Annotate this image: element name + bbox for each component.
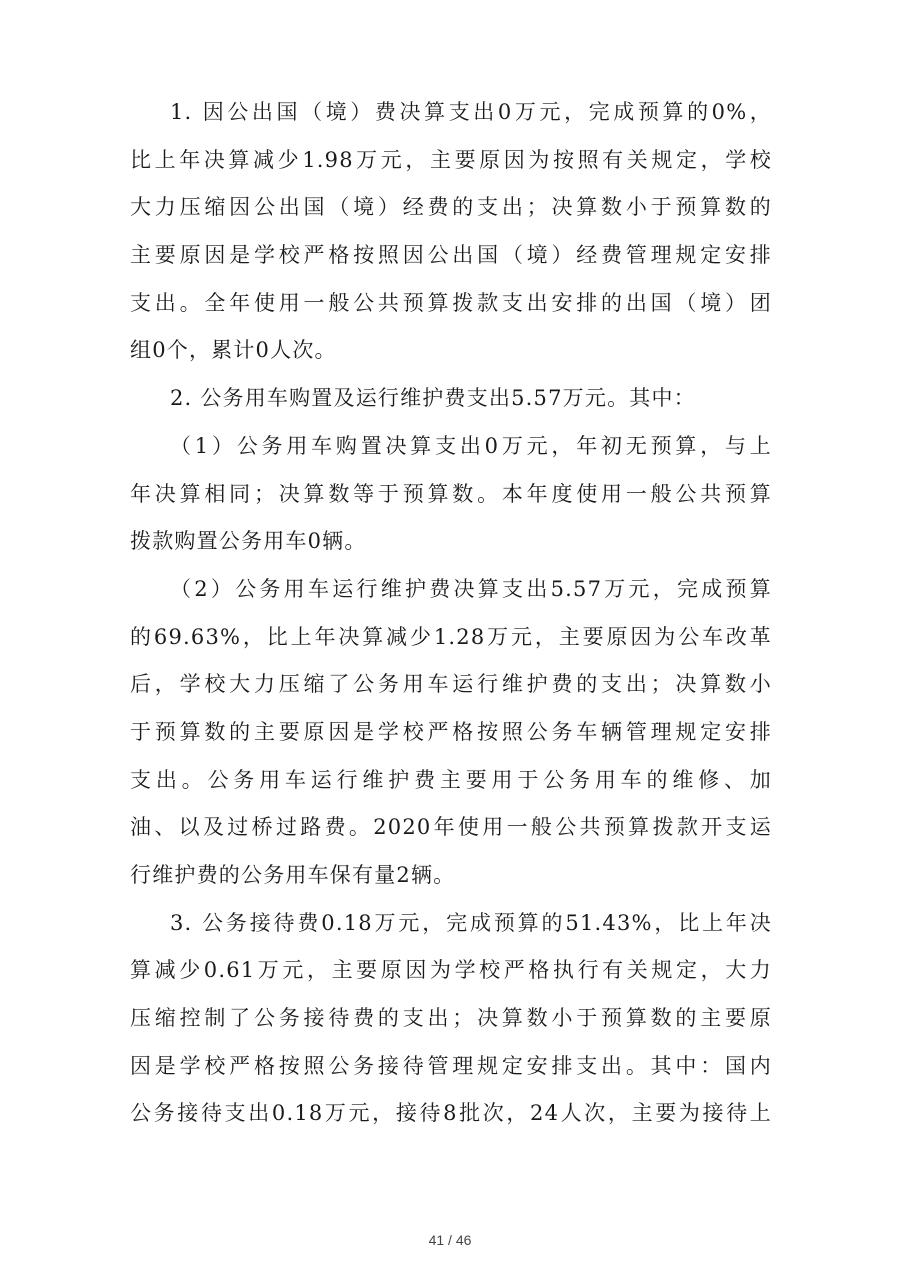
text-line: 3. 公务接待费0.18万元，完成预算的51.43%，比上年决 <box>170 910 772 935</box>
text-line: 行维护费的公务用车保有量2辆。 <box>130 863 456 887</box>
text-line: 压缩控制了公务接待费的支出；决算数小于预算数的主要原 <box>130 1006 772 1031</box>
text-line: 公务接待支出0.18万元，接待8批次，24人次，主要为接待上 <box>130 1101 772 1126</box>
text-line: 大力压缩因公出国（境）经费的支出；决算数小于预算数的 <box>130 195 772 220</box>
text-line: 1. 因公出国（境）费决算支出0万元，完成预算的0%， <box>170 100 772 124</box>
text-line: 组0个，累计0人次。 <box>130 338 337 363</box>
paragraph-reception-costs <box>130 903 772 1141</box>
paragraph-vehicle-maintenance <box>130 569 772 903</box>
text-line: （1）公务用车购置决算支出0万元，年初无预算，与上 <box>170 433 772 458</box>
text-line: （2）公务用车运行维护费决算支出5.57万元，完成预算 <box>170 576 772 601</box>
text-line: 于预算数的主要原因是学校严格按照公务车辆管理规定安排 <box>130 719 772 744</box>
document-body <box>130 92 772 1141</box>
text-line: 拨款购置公务用车0辆。 <box>130 529 367 554</box>
paragraph-vehicle-purchase <box>130 426 772 569</box>
text-line: 比上年决算减少1.98万元，主要原因为按照有关规定，学校 <box>130 147 772 172</box>
text-line: 算减少0.61万元，主要原因为学校严格执行有关规定，大力 <box>130 958 772 983</box>
text-line: 支出。公务用车运行维护费主要用于公务用车的维修、加 <box>130 767 772 792</box>
text-line: 支出。全年使用一般公共预算拨款支出安排的出国（境）团 <box>130 290 772 315</box>
text-line: 主要原因是学校严格按照因公出国（境）经费管理规定安排 <box>130 243 772 268</box>
text-line: 油、以及过桥过路费。2020年使用一般公共预算拨款开支运 <box>130 815 772 840</box>
text-line: 的69.63%，比上年决算减少1.28万元，主要原因为公车改革 <box>130 624 772 649</box>
paragraph-vehicle-costs <box>130 378 772 426</box>
text-line: 年决算相同；决算数等于预算数。本年度使用一般公共预算 <box>130 481 772 506</box>
paragraph-overseas-travel <box>130 92 772 378</box>
text-line: 2. 公务用车购置及运行维护费支出5.57万元。其中： <box>170 386 696 411</box>
page-number: 41 / 46 <box>428 1232 472 1248</box>
text-line: 后，学校大力压缩了公务用车运行维护费的支出；决算数小 <box>130 672 772 697</box>
text-line: 因是学校严格按照公务接待管理规定安排支出。其中：国内 <box>130 1053 772 1078</box>
